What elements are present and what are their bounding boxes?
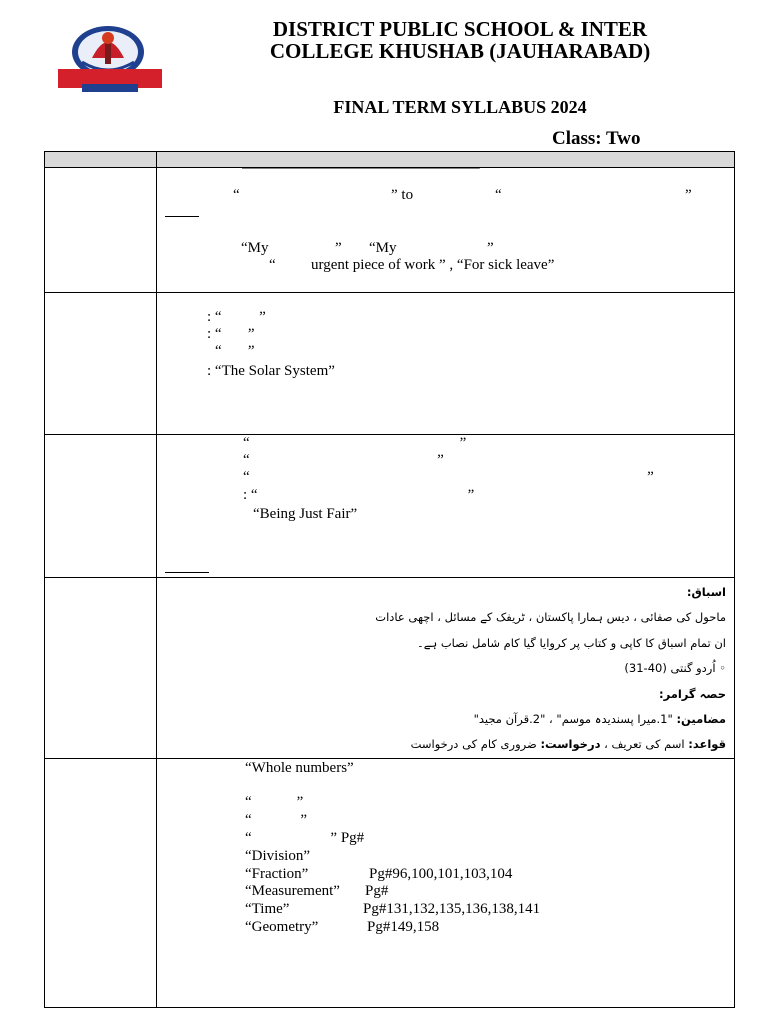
science-line3: “ ” xyxy=(215,343,255,359)
underline-mark xyxy=(165,216,199,217)
math-line3: “ ” xyxy=(245,812,308,828)
subject-cell xyxy=(45,435,157,578)
content-cell xyxy=(157,293,735,435)
school-name-line1: DISTRICT PUBLIC SCHOOL & INTER xyxy=(272,17,648,41)
urdu-rules-text: اسم کی تعریف ، xyxy=(604,737,685,751)
urdu-rules xyxy=(411,736,726,752)
header-content-cell xyxy=(157,152,735,168)
urdu-essays-label: مضامین: xyxy=(676,712,726,726)
math-line4: “ ” Pg# xyxy=(245,830,365,846)
urdu-application-text: ضروری کام کی درخواست xyxy=(410,737,537,751)
header-subject-cell xyxy=(45,152,157,168)
content-cell xyxy=(157,759,735,1008)
english-line3-open: “ xyxy=(269,257,276,273)
content-cell xyxy=(157,168,735,293)
english-line2-close1: ” xyxy=(335,240,342,256)
math-line9-label: “Geometry” xyxy=(245,919,319,935)
school-name xyxy=(190,18,730,62)
urdu-application-label: درخواست: xyxy=(540,737,601,751)
english-line2-my2: “My xyxy=(369,240,397,256)
social-line4: : “ ” xyxy=(243,487,475,503)
table-row-math xyxy=(45,759,735,1008)
english-line3-text: urgent piece of work ” , “For sick leave” xyxy=(311,257,555,273)
table-row-english xyxy=(45,168,735,293)
school-name-line2: COLLEGE KHUSHAB (JAUHARABAD) xyxy=(269,39,651,63)
table-row-science xyxy=(45,293,735,435)
urdu-essays xyxy=(474,711,726,727)
science-line4: : “The Solar System” xyxy=(207,363,335,379)
english-line2-my1: “My xyxy=(241,240,269,256)
english-line1-close: ” xyxy=(685,187,692,203)
urdu-lessons-note: ان تمام اسباق کا کاپی و کتاب پر کروایا گیا کام شامل نصاب ہے۔ xyxy=(416,636,726,650)
science-line2: : “ ” xyxy=(207,326,255,342)
class-label: Class: Two xyxy=(552,128,641,149)
content-cell xyxy=(157,435,735,578)
table-row-social xyxy=(45,435,735,578)
school-logo xyxy=(52,22,168,94)
math-line2: “ ” xyxy=(245,794,304,810)
english-line1-to: ” to xyxy=(391,187,414,203)
subject-cell xyxy=(45,578,157,759)
syllabus-table xyxy=(44,151,735,1008)
social-line3: “ ” xyxy=(243,469,654,485)
urdu-rules-label: قواعد: xyxy=(688,737,726,751)
content-cell xyxy=(157,578,735,759)
urdu-essays-text: "1.میرا پسندیدہ موسم" ، "2.قرآن مجید" xyxy=(473,712,673,726)
math-line8-pages: Pg#131,132,135,136,138,141 xyxy=(363,901,541,917)
english-line1-open: “ xyxy=(233,187,240,203)
math-line1: “Whole numbers” xyxy=(245,760,354,776)
math-line9-pages: Pg#149,158 xyxy=(367,919,440,935)
subject-cell xyxy=(45,168,157,293)
math-line5: “Division” xyxy=(245,848,310,864)
urdu-grammar-heading: حصہ گرامر: xyxy=(658,687,726,701)
math-line7-label: “Measurement” xyxy=(245,883,340,899)
math-line6-pages: Pg#96,100,101,103,104 xyxy=(369,866,513,882)
urdu-lessons-list: ماحول کی صفائی ، دیس ہمارا پاکستان ، ٹریفک کے مسائل ، اچھی عادات xyxy=(375,610,726,624)
urdu-counting: ◦ اُردو گنتی (40-31) xyxy=(624,661,726,675)
underline-mark xyxy=(165,572,209,573)
urdu-lessons-heading: اسباق: xyxy=(686,585,726,599)
science-line1: : “ ” xyxy=(207,309,266,325)
syllabus-title: FINAL TERM SYLLABUS 2024 xyxy=(333,97,587,117)
social-line1: “ ” xyxy=(243,435,467,451)
social-line2: “ ” xyxy=(243,452,444,468)
subject-cell xyxy=(45,759,157,1008)
table-header-row xyxy=(45,152,735,168)
english-line1-open2: “ xyxy=(495,187,502,203)
math-line6-label: “Fraction” xyxy=(245,866,309,882)
math-line8-label: “Time” xyxy=(245,901,290,917)
math-line7-pages: Pg# xyxy=(365,883,389,899)
subject-cell xyxy=(45,293,157,435)
social-line5: “Being Just Fair” xyxy=(253,506,358,522)
table-row-urdu xyxy=(45,578,735,759)
english-line2-close2: ” xyxy=(487,240,494,256)
